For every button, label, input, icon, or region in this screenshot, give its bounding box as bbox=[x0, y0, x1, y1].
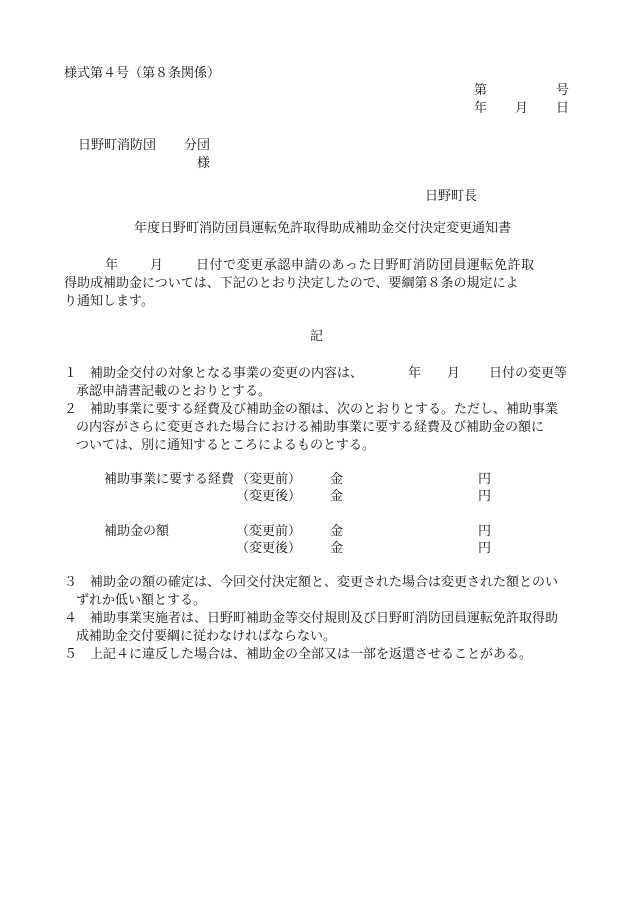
subsidy-after-label: （変更後） bbox=[236, 541, 302, 556]
subsidy-after-kin: 金 bbox=[330, 541, 344, 556]
expense-label: 補助事業に要する経費 bbox=[104, 472, 235, 487]
intro-line-1: 日付で変更承認申請のあった日野町消防団員運転免許取 bbox=[196, 258, 535, 273]
item-number: １ bbox=[64, 366, 78, 381]
number-dai: 第 bbox=[474, 83, 488, 98]
item-4-line-2: 成補助金交付要綱に従わなければならない。 bbox=[76, 629, 337, 644]
date-year-label: 年 bbox=[474, 101, 488, 116]
item-2-line-1: 補助事業に要する経費及び補助金の額は、次のとおりとする。ただし、補助事業 bbox=[90, 402, 559, 417]
addressee-sama: 様 bbox=[197, 156, 211, 171]
expense-after-yen: 円 bbox=[478, 489, 492, 504]
item-2-line-3: ついては、別に通知するところによるものとする。 bbox=[76, 438, 376, 453]
item-number: ５ bbox=[64, 647, 78, 662]
subsidy-before-label: （変更前） bbox=[236, 524, 302, 539]
date-month-label: 月 bbox=[515, 101, 529, 116]
subsidy-before-yen: 円 bbox=[478, 524, 492, 539]
subsidy-after-yen: 円 bbox=[478, 541, 492, 556]
item-1-year-label: 年 bbox=[408, 366, 422, 381]
ki-heading: 記 bbox=[310, 329, 324, 344]
intro-year-label: 年 bbox=[105, 258, 119, 273]
item-3-line-2: ずれか低い額とする。 bbox=[76, 593, 207, 608]
addressee-dan: 日野町消防団 bbox=[78, 138, 157, 153]
expense-before-kin: 金 bbox=[330, 472, 344, 487]
item-1-line-1b: 日付の変更等 bbox=[489, 366, 568, 381]
document-title: 年度日野町消防団員運転免許取得助成補助金交付決定変更通知書 bbox=[134, 221, 512, 236]
item-1-month-label: 月 bbox=[447, 366, 461, 381]
date-day-label: 日 bbox=[556, 101, 570, 116]
item-number: ４ bbox=[64, 611, 78, 626]
item-number: ２ bbox=[64, 402, 78, 417]
expense-after-label: （変更後） bbox=[236, 489, 302, 504]
intro-line-2: 得助成補助金については、下記のとおり決定したので、要綱第８条の規定によ bbox=[64, 276, 519, 291]
item-2-line-2: の内容がさらに変更された場合における補助事業に要する経費及び補助金の額に bbox=[76, 420, 545, 435]
intro-line-3: り通知します。 bbox=[64, 294, 154, 309]
expense-before-yen: 円 bbox=[478, 472, 492, 487]
expense-before-label: （変更前） bbox=[236, 472, 302, 487]
addressee-bundan: 分団 bbox=[184, 138, 211, 153]
item-1-line-1a: 補助金交付の対象となる事業の変更の内容は、 bbox=[90, 366, 364, 381]
sender: 日野町長 bbox=[425, 189, 478, 204]
item-number: ３ bbox=[64, 575, 78, 590]
form-number: 様式第４号（第８条関係） bbox=[64, 66, 221, 81]
subsidy-before-kin: 金 bbox=[330, 524, 344, 539]
item-3-line-1: 補助金の額の確定は、今回交付決定額と、変更された場合は変更された額とのい bbox=[90, 575, 559, 590]
item-1-line-2: 承認申請書記載のとおりとする。 bbox=[76, 384, 272, 399]
item-5-line-1: 上記４に違反した場合は、補助金の全部又は一部を返還させることがある。 bbox=[90, 647, 533, 662]
number-go: 号 bbox=[556, 83, 570, 98]
item-4-line-1: 補助事業実施者は、日野町補助金等交付規則及び日野町消防団員運転免許取得助 bbox=[90, 611, 559, 626]
expense-after-kin: 金 bbox=[330, 489, 344, 504]
intro-month-label: 月 bbox=[150, 258, 164, 273]
subsidy-label: 補助金の額 bbox=[104, 524, 170, 539]
